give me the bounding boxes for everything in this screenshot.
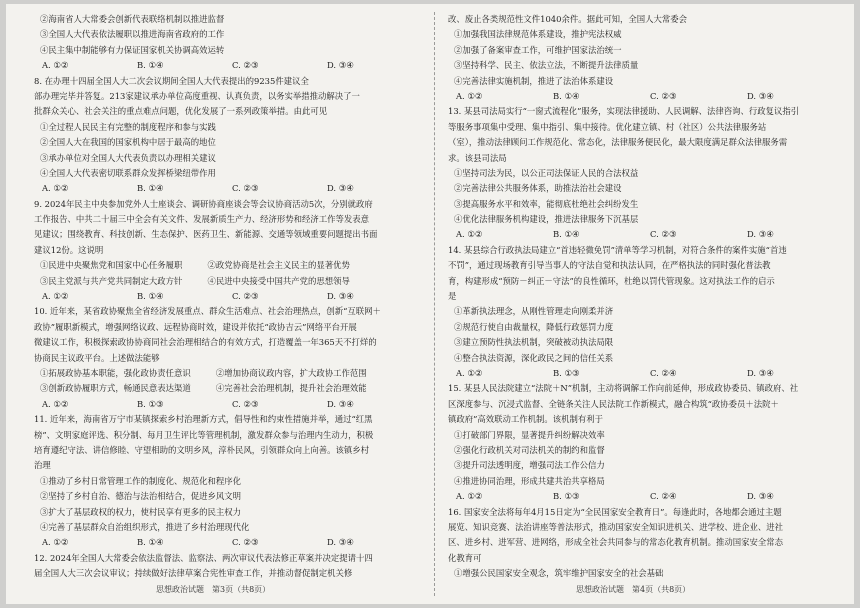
option-line: ③提高服务水平和效率，能彻底杜绝社会纠纷发生 (454, 198, 639, 209)
answer-option: D. ③④ (327, 291, 354, 302)
option-line: ①增强公民国家安全观念，筑牢维护国家安全的社会基础 (454, 568, 664, 579)
option-line: ②坚持了乡村自治、德治与法治相结合，促进乡风文明 (40, 491, 241, 502)
answer-option: A. ①② (42, 398, 69, 409)
answer-option: B. ①③ (553, 491, 580, 502)
answer-option: D. ③④ (327, 398, 354, 409)
question-stem-line: 15. 某县人民法院建立“法院＋N”机制，主动将调解工作向前延伸，形成政协委员、镇政府、社 (448, 383, 799, 394)
question-stem-line: 不罚”，通过现场教育引导当事人的守法自觉和执法认同，在严格执法的同时强化普法教 (448, 260, 771, 271)
question-stem-line: 10. 近年来，某省政协聚焦全省经济发展重点、群众生活难点、社会治理热点，创新“互联网＋ (34, 306, 381, 317)
page-4-column (448, 12, 844, 581)
answer-options-row (448, 489, 844, 504)
option-line: ①坚持司法为民，以公正司法保证人民的合法权益 (454, 167, 639, 178)
answer-option: D. ③④ (327, 183, 354, 194)
answer-options-row (34, 397, 422, 412)
option-line: ④推进协同治理，形成共建共治共享格局 (454, 475, 605, 486)
option-line: ①打破部门界限，显著提升纠纷解决效率 (454, 429, 605, 440)
option-line: ①拓展政协基本职能，强化政协责任意识 ②增加协商议政内容，扩大政协工作范围 (40, 367, 367, 378)
option-line: ③民主党派与共产党共同制定大政方针 ④民进中央接受中国共产党的思想领导 (40, 275, 350, 286)
answer-option: C. ②③ (232, 537, 259, 548)
option-line: ③创新政协履职方式，畅通民意表达渠道 ④完善社会治理机制，提升社会治理效能 (40, 383, 367, 394)
option-line: ②强化行政机关对司法机关的制约和监督 (454, 444, 605, 455)
answer-option: B. ①③ (137, 398, 164, 409)
answer-option: C. ②③ (650, 90, 677, 101)
answer-options-row (448, 227, 844, 242)
question-stem-line: 13. 某县司法局实行“一窗式流程化”服务，实现法律援助、人民调解、法律咨询、行政复议指引 (448, 106, 800, 117)
question-stem-line: 培育遵纪守法、讲信修睦、守望相助的文明乡风，淳朴民风，引领群众向上向善。该镇乡村 (34, 444, 369, 455)
question-stem-line: （室），推动法律顾问工作规范化、常态化，法律服务便民化，最大限度满足群众法律服务需 (448, 137, 788, 148)
question-stem-line: 部办理完毕并答复。213家建议承办单位高度重视、认真负责，以务实举措推动解决了一 (34, 90, 360, 101)
option-line: ④整合执法资源，深化政民之间的信任关系 (454, 352, 614, 363)
option-line: ①推动了乡村日常管理工作的制度化、规范化和程序化 (40, 475, 241, 486)
option-line: ①全过程人民民主有完整的制度程序和参与实践 (40, 121, 216, 132)
option-line: ③建立预防性执法机制，突破被动执法局限 (454, 337, 614, 348)
question-stem-line: 见建议；围绕教育、科技创新、生态保护、医药卫生、新能源、交通等领域重要问题提出书面 (34, 229, 378, 240)
question-stem-line: 是 (448, 291, 457, 302)
answer-option: D. ③④ (747, 90, 774, 101)
exam-sheet (6, 4, 854, 604)
answer-option: D. ③④ (327, 60, 354, 71)
answer-option: D. ③④ (747, 229, 774, 240)
answer-option: C. ②④ (650, 367, 677, 378)
option-line: ③全国人大代表依法履职以推进海南省政府的工作 (40, 29, 225, 40)
question-stem-line: 14. 某县综合行政执法局建立“首违轻微免罚”清单等学习机制，对符合条件的案件实施“首违 (448, 244, 787, 255)
option-line: ③扩大了基层政权的权力，使村民享有更多的民主权力 (40, 506, 241, 517)
question-stem-line: 等服务事项集中受理、集中指引、集中接待。优化建立镇、村（社区）公共法律服务站 (448, 121, 767, 132)
answer-options-row (448, 89, 844, 104)
answer-option: B. ①④ (137, 537, 164, 548)
question-stem-line: 镇政府”高效联动工作机制。该机制有利于 (448, 414, 604, 425)
question-stem-line: 批群众关心、社会关注的重点难点问题，优化发展了一系列政策举措。由此可见 (34, 106, 328, 117)
answer-option: B. ①④ (137, 291, 164, 302)
question-stem-line: 展览、知识竞赛、法治讲座等普法形式，推动国家安全知识进机关、进学校、进企业、进社 (448, 521, 783, 532)
question-stem-line: 9. 2024年民主中央参加党外人士座谈会、调研协商座谈会等会议协商活动5次，分别就政府 (34, 198, 373, 209)
answer-option: A. ①② (456, 491, 483, 502)
question-stem-line: 建议12份。这说明 (34, 244, 104, 255)
question-stem-line: 11. 近年来，海南省万宁市某镇探索乡村治理新方式，倡导性和约束性措施并举，通过“红黑 (34, 414, 373, 425)
question-stem-line: 8. 在办理十四届全国人大二次会议期间全国人大代表提出的9235件建议全 (34, 75, 309, 86)
answer-option: C. ②③ (232, 291, 259, 302)
option-line: ④全国人大代表密切联系群众发挥桥梁纽带作用 (40, 167, 216, 178)
question-stem-line: 化教育可 (448, 552, 482, 563)
option-line: ④民主集中制能够有力保证国家机关协调高效运转 (40, 44, 225, 55)
answer-option: B. ①③ (553, 367, 580, 378)
answer-option: A. ①② (42, 537, 69, 548)
answer-options-row (34, 181, 422, 196)
option-line: ①加强我国法律规范体系建设，推护宪法权威 (454, 29, 622, 40)
answer-option: A. ①② (42, 291, 69, 302)
option-line: ①民进中央聚焦党和国家中心任务履职 ②政党协商是社会主义民主的显著优势 (40, 260, 350, 271)
answer-options-row (34, 535, 422, 550)
answer-option: D. ③④ (327, 537, 354, 548)
answer-option: B. ①④ (137, 183, 164, 194)
question-stem-line: 协商民主议政平台。上述做法能够 (34, 352, 160, 363)
answer-option: B. ①④ (137, 60, 164, 71)
page-4-footer: 思想政治试题 第4页（共8页） (576, 585, 691, 594)
answer-options-row (34, 58, 422, 73)
option-line: ③提升司法透明度，增强司法工作公信力 (454, 460, 605, 471)
page-3-column (34, 12, 422, 581)
answer-option: B. ①④ (553, 90, 580, 101)
question-stem-line: 12. 2024年全国人大常委会依法监督法、监察法、两次审议代表法修正草案并决定提请十四 (34, 552, 373, 563)
question-stem-line: 微建议工作，积极探索政协协商同社会治理相结合的有效方式，打造覆盖一年365天不打烊的 (34, 337, 377, 348)
answer-option: C. ②③ (232, 183, 259, 194)
answer-option: D. ③④ (747, 491, 774, 502)
question-stem-line: 求。该县司法局 (448, 152, 507, 163)
answer-option: D. ③④ (747, 367, 774, 378)
answer-option: C. ②③ (232, 60, 259, 71)
answer-options-row (448, 366, 844, 381)
answer-option: A. ①② (456, 229, 483, 240)
question-stem-line: 区、进乡村、进军营、进网络，形成全社会共同参与的常态化教育机制。推动国家安全常态 (448, 537, 783, 548)
option-line: ②海南省人大常委会创新代表联络机制以推进监督 (40, 14, 225, 24)
question-stem-line: 改、废止各类规范性文件1040余件。据此可知，全国人大常委会 (448, 14, 688, 24)
question-stem-line: 育，构建形成“预防－纠正－守法”的良性循环，杜绝以罚代管现象。这对执法工作的启示 (448, 275, 775, 286)
answer-option: B. ①④ (553, 229, 580, 240)
option-line: ③承办单位对全国人大代表负责以办理相关建议 (40, 152, 216, 163)
question-stem-line: 区深度参与、沉浸式监督、全链条关注人民法院工作新模式，融合构筑“政协委员＋法院＋ (448, 398, 779, 409)
answer-option: A. ①② (42, 183, 69, 194)
answer-option: A. ①② (42, 60, 69, 71)
option-line: ③坚持科学、民主、依法立法，不断提升法律质量 (454, 60, 639, 71)
question-stem-line: 榜”、文明家庭评选、积分制、每月卫生评比等管理机制，激发群众参与治理内生动力，积极 (34, 429, 374, 440)
option-line: ②加强了备案审查工作，可维护国家法治统一 (454, 44, 622, 55)
option-line: ②规范行使自由裁量权，降低行政惩罚力度 (454, 321, 614, 332)
option-line: ②完善法律公共服务体系，助推法治社会建设 (454, 183, 622, 194)
question-stem-line: 工作报告、中共二十届三中全会有关文件、发展新质生产力、经济形势和经济工作等发表意 (34, 214, 369, 225)
option-line: ①革新执法理念，从刚性管理走向刚柔并济 (454, 306, 614, 317)
page-3-footer: 思想政治试题 第3页（共8页） (156, 585, 271, 594)
option-line: ④优化法律服务机构建设，推进法律服务下沉基层 (454, 214, 639, 225)
question-stem-line: 政协”履职新模式，增强网络议政、远程协商时效，建设并依托“政协吉云”网络平台开展 (34, 321, 357, 332)
question-stem-line: 16. 国家安全法将每年4月15日定为“全民国家安全教育日”。每逢此时，各地都会通过主题 (448, 506, 782, 517)
option-line: ④完善法律实施机制，推进了法治体系建设 (454, 75, 614, 86)
answer-option: A. ①② (456, 90, 483, 101)
answer-option: C. ②③ (232, 398, 259, 409)
option-line: ④完善了基层群众自治组织形式，推进了乡村治理现代化 (40, 521, 250, 532)
question-stem-line: 治理 (34, 460, 51, 471)
answer-option: C. ②④ (650, 491, 677, 502)
page-divider (434, 12, 435, 596)
question-stem-line: 届全国人大三次会议审议；持续做好法律草案合宪性审查工作，并推动督促制定机关修 (34, 568, 353, 579)
answer-options-row (34, 289, 422, 304)
option-line: ②全国人大在我国的国家机构中居于最高的地位 (40, 137, 216, 148)
answer-option: A. ①② (456, 367, 483, 378)
answer-option: C. ②③ (650, 229, 677, 240)
